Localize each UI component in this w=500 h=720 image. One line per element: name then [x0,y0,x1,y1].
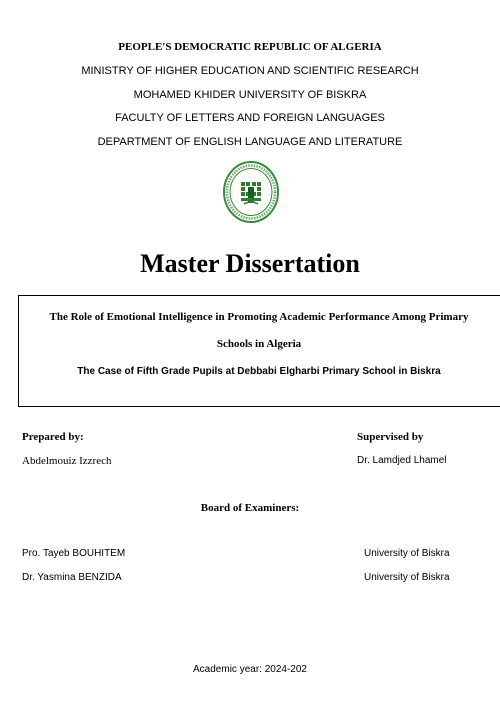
university-seal-icon [222,160,280,224]
supervised-by-label: Supervised by [357,431,424,443]
examiner-name: Pro. Tayeb BOUHITEM [22,548,126,559]
university-heading: MOHAMED KHIDER UNIVERSITY OF BISKRA [133,89,367,101]
examiner-affiliation: University of Biskra [364,548,450,559]
thesis-title-line-2: Schools in Algeria [216,338,302,350]
thesis-subtitle: The Case of Fifth Grade Pupils at Debbabi Elgharbi Primary School in Biskra [77,366,441,377]
department-heading: DEPARTMENT OF ENGLISH LANGUAGE AND LITERATURE [97,136,403,148]
prepared-by-label: Prepared by: [22,431,84,443]
examiner-name: Dr. Yasmina BENZIDA [22,572,122,583]
ministry-heading: MINISTRY OF HIGHER EDUCATION AND SCIENTIFIC RESEARCH [81,65,419,77]
board-of-examiners-heading: Board of Examiners: [200,502,300,514]
academic-year: Academic year: 2024-202 [193,664,307,675]
author-name: Abdelmouiz Izzrech [22,455,112,467]
republic-heading: PEOPLE'S DEMOCRATIC REPUBLIC OF ALGERIA [118,41,382,53]
thesis-title-line-1: The Role of Emotional Intelligence in Promoting Academic Performance Among Primary [49,311,469,323]
page-title: Master Dissertation [140,249,360,278]
examiner-affiliation: University of Biskra [364,572,450,583]
supervisor-name: Dr. Lamdjed Lhamel [357,455,447,466]
faculty-heading: FACULTY OF LETTERS AND FOREIGN LANGUAGES [115,112,385,124]
